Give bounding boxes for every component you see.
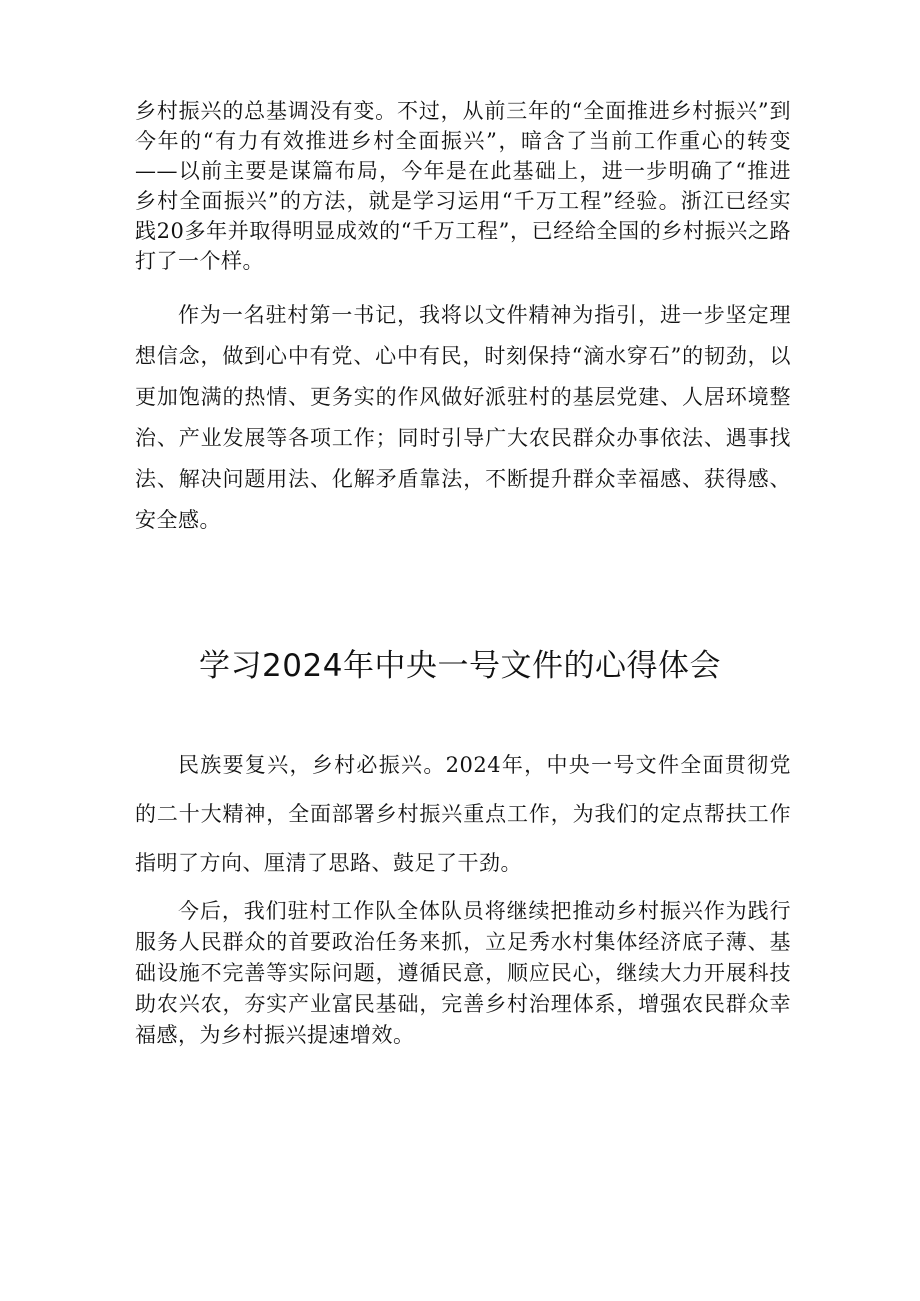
paragraph-national-rejuvenation: 民族要复兴，乡村必振兴。2024年，中央一号文件全面贯彻党的二十大精神，全面部署乡村振兴重点工作，为我们的定点帮扶工作指明了方向、厘清了思路、鼓足了干劲。 — [135, 753, 791, 875]
paragraph-first-secretary-commitment: 作为一名驻村第一书记，我将以文件精神为指引，进一步坚定理想信念，做到心中有党、心中有民，时刻保持“滴水穿石”的韧劲，以更加饱满的热情、更务实的作风做好派驻村的基层党建、人居环境整治、产业发展等各项工作；同时引导广大农民群众办事依法、遇事找法、解决问题用法、化解矛盾靠法，不断提升群众幸福感、获得感、安全感。 — [135, 303, 791, 532]
section-title: 学习2024年中央一号文件的心得体会 — [199, 648, 721, 684]
paragraph-work-team-plan: 今后，我们驻村工作队全体队员将继续把推动乡村振兴作为践行服务人民群众的首要政治任务来抓，立足秀水村集体经济底子薄、基础设施不完善等实际问题，遵循民意，顺应民心，继续大力开展科技助农兴农，夯实产业富民基础，完善乡村治理体系，增强农民群众幸福感，为乡村振兴提速增效。 — [135, 899, 791, 1047]
paragraph-rural-revitalization-tone: 乡村振兴的总基调没有变。不过，从前三年的“全面推进乡村振兴”到今年的“有力有效推进乡村全面振兴”，暗含了当前工作重心的转变——以前主要是谋篇布局，今年是在此基础上，进一步明确了“推进乡村全面振兴”的方法，就是学习运用“千万工程”经验。浙江已经实践20多年并取得明显成效的“千万工程”，已经给全国的乡村振兴之路打了一个样。 — [135, 99, 791, 273]
